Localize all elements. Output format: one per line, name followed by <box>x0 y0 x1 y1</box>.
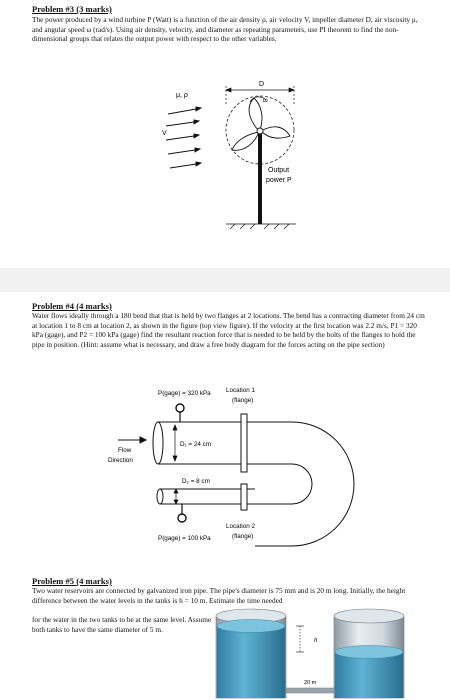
left-tank <box>216 609 286 698</box>
velocity-label: V <box>162 130 167 137</box>
problem-5-heading <box>32 576 112 586</box>
problem-4-statement: Water flows ideally through a 180 bend that that is held by two flanges at 2 locations. The bend has a contracting diameter from 24 cm at location 1 to 8 cm at location 2, as shown in the figure (top view figure). If the velocity at the first location was 2.2 m/s, P1 = 320 kPa (gage), and P2 = 100 kPa (gage) find the resultant reaction force that is needed to be held by the bolts of the flanges to hold the pipe in position. (Hint: assume what is necessary, and draw a free body diagram for the forces acting on the pipe section) <box>32 311 425 349</box>
mu-rho-label: μ, ρ <box>176 92 188 99</box>
problem-3-title: Problem #3 <box>32 4 75 14</box>
wind-turbine-figure <box>0 78 450 258</box>
pressure-gauge-2 <box>178 514 186 522</box>
p1-label: P(gage) = 320 kPa <box>158 390 211 397</box>
d2-dimension <box>174 489 178 504</box>
turbine-tower <box>258 134 262 224</box>
diameter-label: D <box>259 81 265 88</box>
turbine-hub <box>257 128 263 134</box>
omega-label: ω <box>263 98 268 104</box>
problem-4-5-page <box>0 292 450 700</box>
d2-label: D₂ = 8 cm <box>182 478 210 485</box>
location2-flange-label: (flange) <box>232 533 254 540</box>
problem-5-marks: (4 marks) <box>76 576 112 586</box>
pipe-bend-figure <box>0 382 450 560</box>
wind-arrows <box>166 107 201 168</box>
reservoir-figure <box>0 604 450 700</box>
left-tank-water <box>217 626 285 698</box>
problem-4-heading <box>32 301 112 311</box>
problem-5-statement-b: for the water in the two tanks to be at the same level. Assume both tanks to have the same diameter of 5 m. <box>32 615 212 634</box>
problem-5-title: Problem #5 <box>32 576 75 586</box>
location1-flange-label: (flange) <box>232 397 254 404</box>
pipe-bend <box>255 422 354 546</box>
problem-3-marks: (3 marks) <box>76 4 112 14</box>
flange-2 <box>241 484 247 510</box>
pipe-length-label: 20 m <box>304 680 317 686</box>
output-label: Output <box>268 167 290 174</box>
page-gap <box>0 268 450 292</box>
problem-4-marks: (4 marks) <box>76 301 112 311</box>
location1-label: Location 1 <box>226 387 256 394</box>
connecting-pipe <box>286 688 334 693</box>
output-power-label: power P <box>266 177 292 184</box>
right-tank-water <box>335 652 403 698</box>
problem-3-heading <box>32 4 112 14</box>
right-tank <box>334 609 404 698</box>
p2-label: P(gage) = 100 kPa <box>158 535 211 542</box>
ground-hatch <box>226 224 296 229</box>
flow-label: Flow <box>118 447 132 454</box>
h-label: h <box>314 638 318 644</box>
d1-dimension <box>173 425 177 461</box>
problem-3-page <box>0 0 450 268</box>
problem-5-statement-a: Two water reservoirs are connected by galvanized iron pipe. The pipe's diameter is 75 mm and is 20 m long. Initially, the height difference between the water levels in the tanks is h = 10 m. Estimate the time needed <box>32 586 406 605</box>
diameter-dimension <box>226 86 294 104</box>
problem-4-title: Problem #4 <box>32 301 75 311</box>
location2-label: Location 2 <box>226 523 256 530</box>
flow-direction-label: Direction <box>108 457 133 464</box>
flange-1 <box>241 414 247 472</box>
outlet-pipe <box>157 489 255 504</box>
problem-3-statement: The power produced by a wind turbine P (Watt) is a function of the air density ρ, air velocity V, impeller diameter D, air viscosity μ, and angular speed ω (rad/s). Using air density, velocity, and diameter as repeating parameters, use PI theorem to find the non-dimensional groups that relates the output power with respect to the other variables. <box>32 15 418 44</box>
d1-label: D₁ = 24 cm <box>180 441 211 448</box>
pressure-gauge-1 <box>176 404 184 412</box>
h-dimension <box>296 626 304 652</box>
flow-arrow <box>118 437 146 443</box>
